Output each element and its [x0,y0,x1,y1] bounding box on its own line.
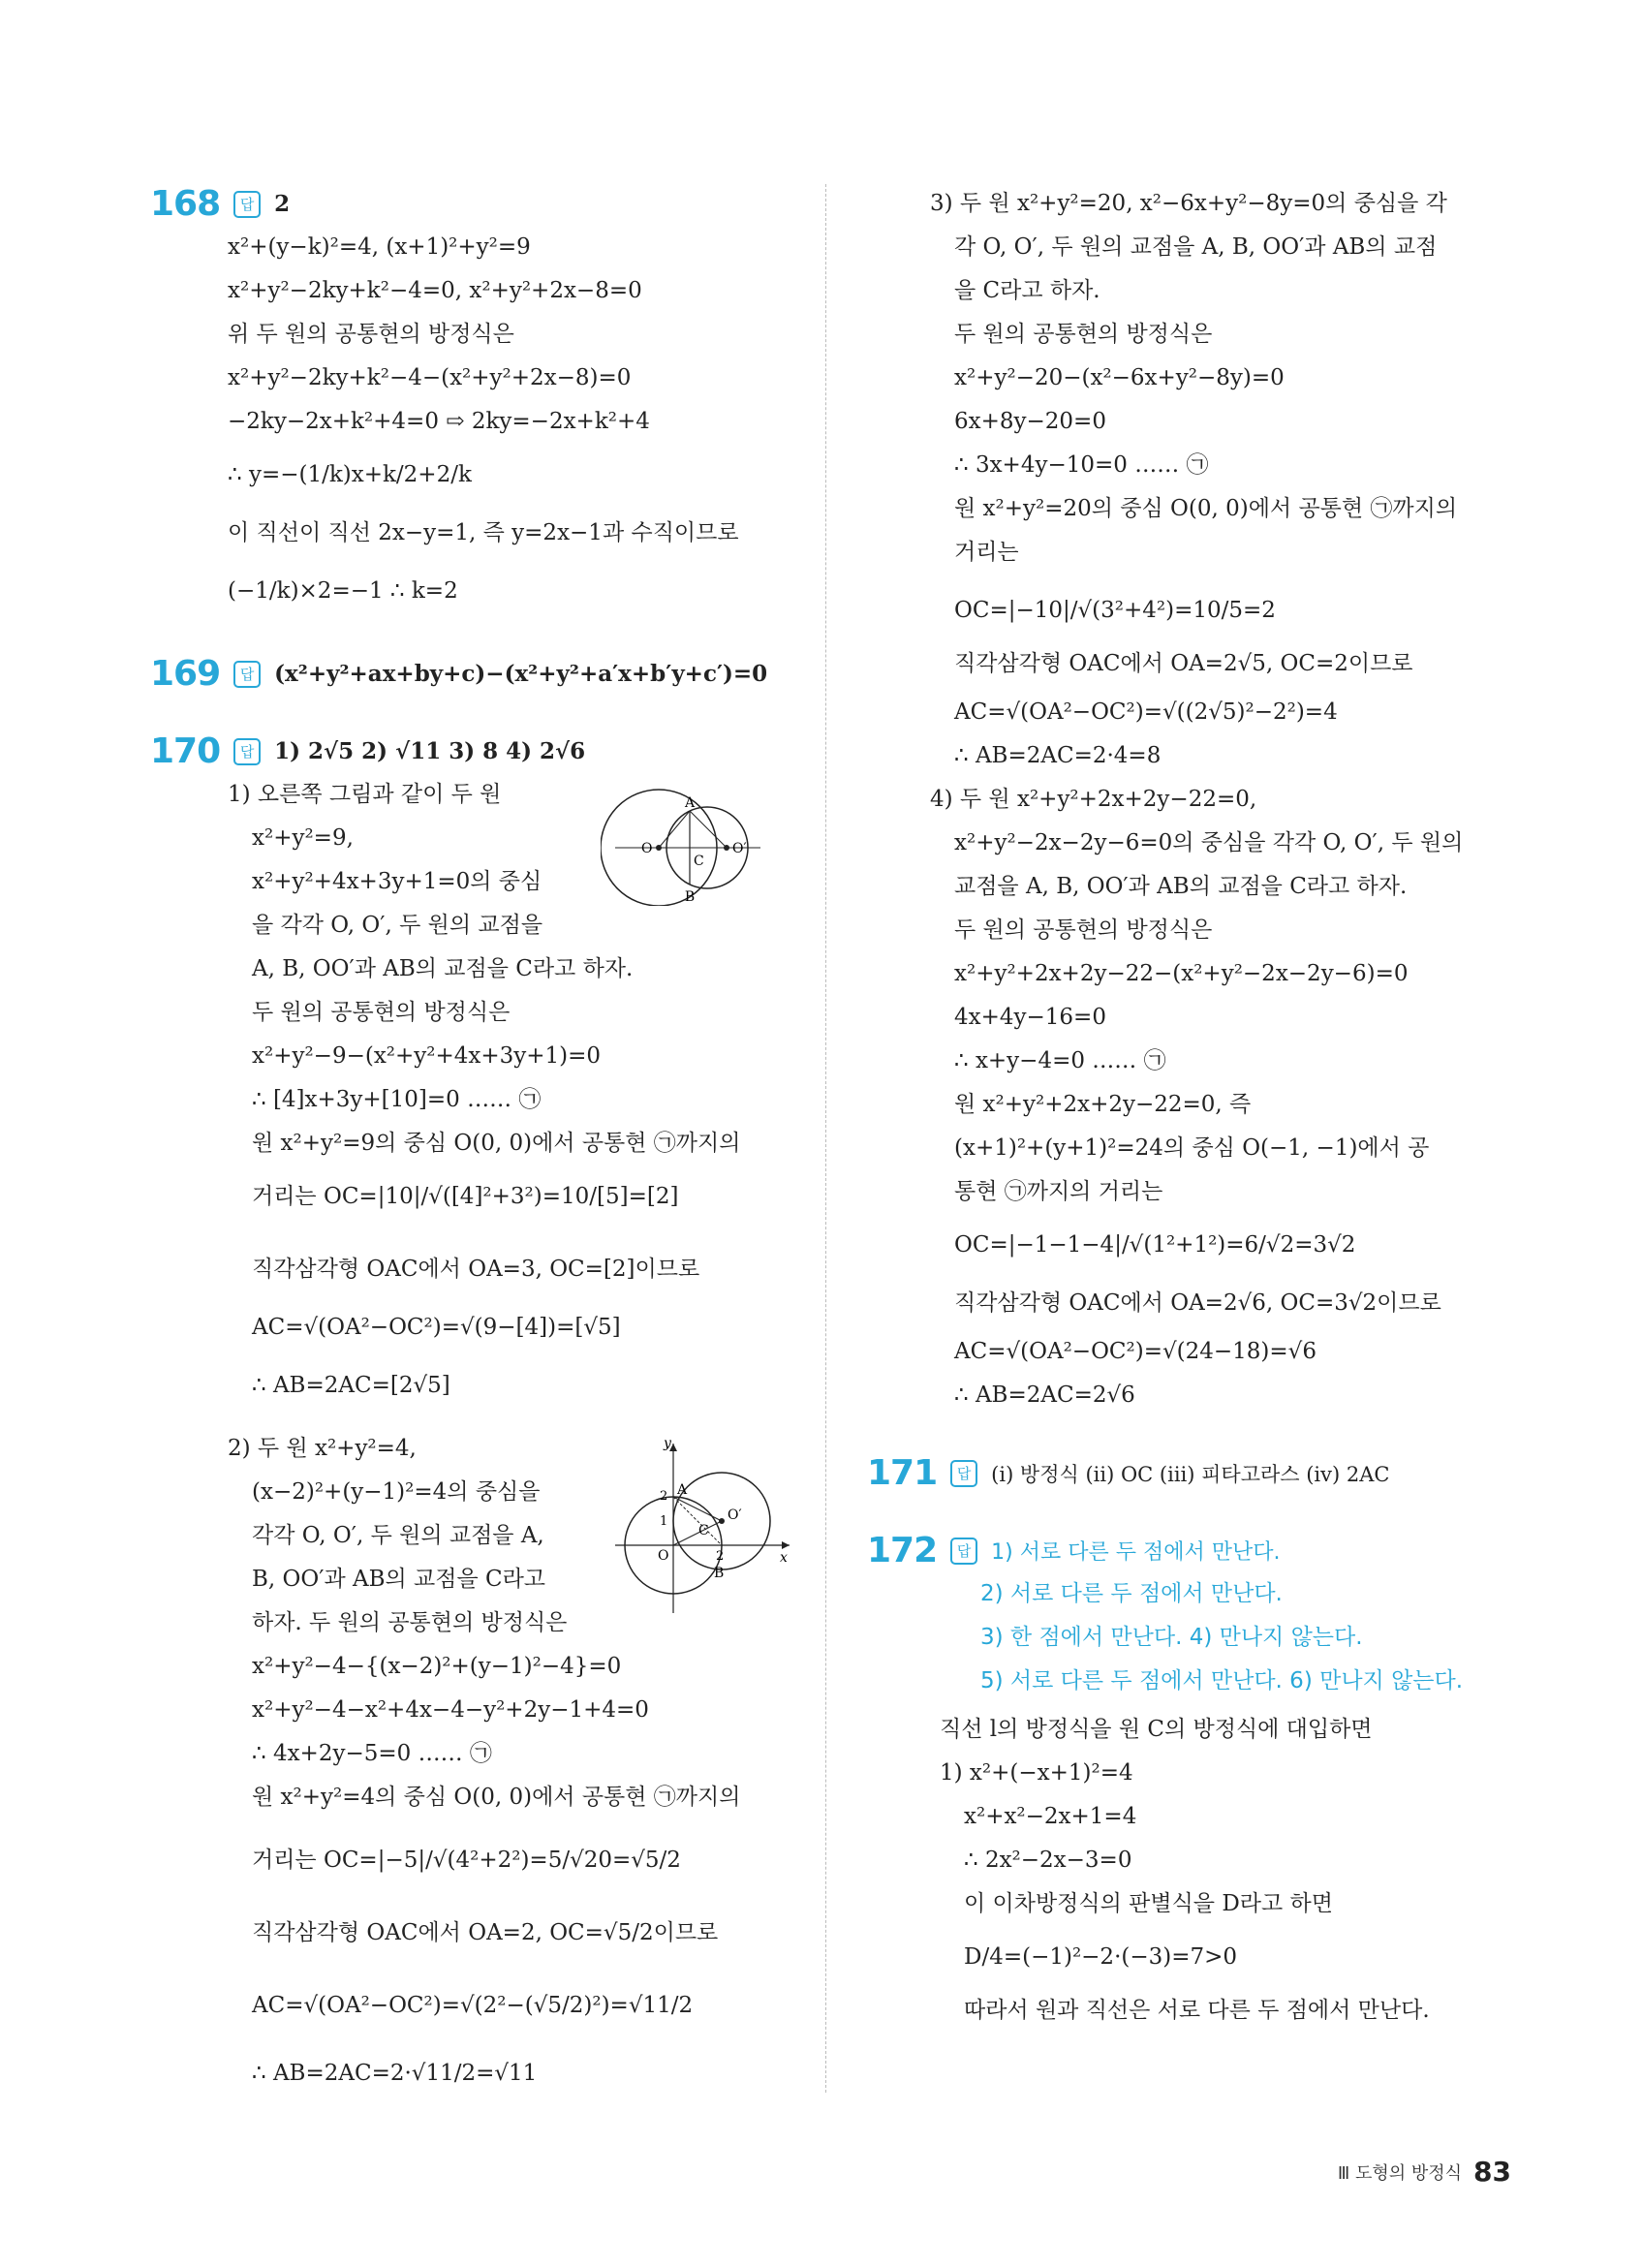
solution-line: ∴ 3x+4y−10=0 …… ㉠ [954,452,1209,478]
solution-line: 하자. 두 원의 공통현의 방정식은 [252,1610,568,1635]
answer-line: 2) 서로 다른 두 점에서 만난다. [980,1581,1283,1606]
fig2-label-y: y [664,1436,671,1451]
answer-text: 1) 2√5 2) √11 3) 8 4) 2√6 [274,738,586,764]
solution-line: (x+1)²+(y+1)²=24의 중심 O(−1, −1)에서 공 [954,1135,1430,1161]
solution-line: ∴ x+y−4=0 …… ㉠ [954,1048,1166,1073]
answer-badge: 답 [233,661,261,688]
fig2-label-b: B [714,1566,725,1581]
fig2-label-1: 1 [660,1514,668,1529]
answer-text: (x²+y²+ax+by+c)−(x²+y²+a′x+b′y+c′)=0 [274,661,768,687]
answer-text: 2 [274,191,291,217]
solution-line: 원 x²+y²=4의 중심 O(0, 0)에서 공통현 ㉠까지의 [252,1785,741,1810]
solution-line: 두 원의 공통현의 방정식은 [252,1000,511,1025]
section-title: Ⅲ 도형의 방정식 [1337,2162,1463,2184]
answer-line: 3) 한 점에서 만난다. 4) 만나지 않는다. [980,1625,1363,1650]
solution-line: 1) 오른쪽 그림과 같이 두 원 [228,782,502,807]
two-circles-figure-1 [601,780,794,906]
solution-line: B, OO′과 AB의 교점을 C라고 [252,1567,546,1592]
page-footer [1338,2156,1511,2188]
solution-line: 원 x²+y²=9의 중심 O(0, 0)에서 공통현 ㉠까지의 [252,1131,741,1156]
solution-line: 직각삼각형 OAC에서 OA=2√5, OC=2이므로 [954,651,1413,676]
problem-169-header [150,654,767,694]
page-number: 83 [1473,2156,1511,2188]
fig2-label-o: O [658,1548,669,1564]
problem-171-header [867,1453,1389,1493]
problem-number: 171 [867,1453,938,1493]
solution-line: ∴ [4]x+3y+[10]=0 …… ㉠ [252,1087,542,1112]
fig1-label-o: O [641,841,653,856]
solution-line: 이 직선이 직선 2x−y=1, 즉 y=2x−1과 수직이므로 [228,520,739,545]
problem-number: 169 [150,654,221,694]
solution-line: x²+y²−4−x²+4x−4−y²+2y−1+4=0 [252,1697,649,1723]
solution-line: 직선 l의 방정식을 원 C의 방정식에 대입하면 [940,1717,1373,1742]
fig1-label-b: B [684,889,696,905]
solution-line: x²+y²−2ky+k²−4−(x²+y²+2x−8)=0 [228,365,632,390]
solution-line: 통현 ㉠까지의 거리는 [954,1179,1163,1204]
solution-line: ∴ AB=2AC=2·4=8 [954,743,1162,768]
solution-line: 3) 두 원 x²+y²=20, x²−6x+y²−8y=0의 중심을 각 [930,191,1447,216]
solution-line: 원 x²+y²=20의 중심 O(0, 0)에서 공통현 ㉠까지의 [954,496,1458,521]
problem-168-header [150,184,290,224]
solution-line: AC=√(OA²−OC²)=√(9−[4])=[√5] [252,1315,621,1340]
solution-line: 4x+4y−16=0 [954,1005,1106,1030]
solution-line: 1) x²+(−x+1)²=4 [940,1760,1133,1786]
solution-line: 직각삼각형 OAC에서 OA=2√6, OC=3√2이므로 [954,1290,1441,1316]
solution-line: 위 두 원의 공통현의 방정식은 [228,322,514,347]
solution-line: (x−2)²+(y−1)²=4의 중심을 [252,1479,541,1505]
solution-line: ∴ y=−(1/k)x+k/2+2/k [228,462,472,487]
fig2-label-2-x: 2 [716,1549,725,1564]
solution-line: 거리는 OC=|−5|/√(4²+2²)=5/√20=√5/2 [252,1848,681,1873]
column-divider [825,184,826,2093]
solution-line: 직각삼각형 OAC에서 OA=2, OC=√5/2이므로 [252,1920,719,1945]
problem-172-header [867,1531,1280,1570]
solution-line: 두 원의 공통현의 방정식은 [954,917,1213,943]
fig2-label-a: A [677,1482,688,1498]
solution-line: ∴ AB=2AC=2·√11/2=√11 [252,2061,538,2086]
solution-line: 교점을 A, B, OO′과 AB의 교점을 C라고 하자. [954,874,1408,899]
solution-line: x²+x²−2x+1=4 [964,1804,1137,1829]
fig2-label-c: C [698,1523,709,1538]
solution-line: 각각 O, O′, 두 원의 교점을 A, [252,1523,544,1548]
solution-line: 2) 두 원 x²+y²=4, [228,1436,417,1461]
fig1-label-o-prime: O′ [732,841,747,856]
answer-badge: 답 [233,191,261,218]
answer-text: (ⅰ) 방정식 (ⅱ) OC (ⅲ) 피타고라스 (ⅳ) 2AC [991,1462,1390,1486]
problem-170-header [150,731,585,771]
solution-line: AC=√(OA²−OC²)=√((2√5)²−2²)=4 [954,699,1338,725]
answer-text: 1) 서로 다른 두 점에서 만난다. [991,1540,1281,1565]
solution-line: 거리는 OC=|10|/√([4]²+3²)=10/[5]=[2] [252,1184,679,1209]
solution-line: ∴ AB=2AC=2√6 [954,1383,1135,1408]
solution-line: ∴ 4x+2y−5=0 …… ㉠ [252,1741,492,1766]
solution-line: x²+y²=9, [252,825,354,851]
solution-line: 원 x²+y²+2x+2y−22=0, 즉 [954,1092,1252,1117]
solution-line: 따라서 원과 직선은 서로 다른 두 점에서 만난다. [964,1998,1430,2023]
answer-badge: 답 [950,1460,977,1487]
answer-line: 5) 서로 다른 두 점에서 만난다. 6) 만나지 않는다. [980,1668,1464,1693]
solution-line: x²+y²−9−(x²+y²+4x+3y+1)=0 [252,1043,602,1069]
problem-number: 170 [150,731,221,771]
solution-line: x²+y²−4−{(x−2)²+(y−1)²−4}=0 [252,1654,622,1679]
solution-line: AC=√(OA²−OC²)=√(2²−(√5/2)²)=√11/2 [252,1993,694,2018]
solution-line: x²+y²+2x+2y−22−(x²+y²−2x−2y−6)=0 [954,961,1409,986]
solution-line: ∴ 2x²−2x−3=0 [964,1848,1132,1873]
problem-number: 168 [150,184,221,224]
solution-line: 두 원의 공통현의 방정식은 [954,322,1213,347]
fig2-label-2: 2 [660,1489,668,1504]
answer-badge: 답 [950,1538,977,1565]
solution-line: 이 이차방정식의 판별식을 D라고 하면 [964,1891,1333,1916]
solution-line: 4) 두 원 x²+y²+2x+2y−22=0, [930,787,1257,812]
solution-line: x²+(y−k)²=4, (x+1)²+y²=9 [228,234,531,260]
solution-line: x²+y²−2ky+k²−4=0, x²+y²+2x−8=0 [228,278,642,303]
answer-badge: 답 [233,738,261,765]
solution-line: 6x+8y−20=0 [954,409,1106,434]
solution-line: x²+y²+4x+3y+1=0의 중심 [252,869,542,894]
fig1-label-a: A [684,795,696,811]
solution-line: −2ky−2x+k²+4=0 ⇨ 2ky=−2x+k²+4 [228,409,650,434]
solution-line: x²+y²−2x−2y−6=0의 중심을 각각 O, O′, 두 원의 [954,830,1464,855]
solution-line: x²+y²−20−(x²−6x+y²−8y)=0 [954,365,1285,390]
fig1-label-c: C [694,854,704,869]
solution-line: ∴ AB=2AC=[2√5] [252,1373,450,1398]
solution-line: OC=|−1−1−4|/√(1²+1²)=6/√2=3√2 [954,1232,1356,1258]
solution-line: OC=|−10|/√(3²+4²)=10/5=2 [954,598,1276,623]
fig2-label-x: x [780,1550,788,1566]
solution-line: 거리는 [954,540,1019,565]
problem-number: 172 [867,1531,938,1570]
coordinate-circles-figure-2 [605,1434,799,1618]
solution-line: A, B, OO′과 AB의 교점을 C라고 하자. [252,956,634,981]
solution-line: 을 각각 O, O′, 두 원의 교점을 [252,913,543,938]
fig2-label-o-prime: O′ [728,1507,742,1523]
solution-line: D/4=(−1)²−2·(−3)=7>0 [964,1944,1238,1970]
solution-line: (−1/k)×2=−1 ∴ k=2 [228,578,458,604]
solution-line: 을 C라고 하자. [954,278,1100,303]
solution-line: 각 O, O′, 두 원의 교점을 A, B, OO′과 AB의 교점 [954,234,1438,260]
solution-line: AC=√(OA²−OC²)=√(24−18)=√6 [954,1339,1317,1364]
solution-line: 직각삼각형 OAC에서 OA=3, OC=[2]이므로 [252,1257,700,1282]
